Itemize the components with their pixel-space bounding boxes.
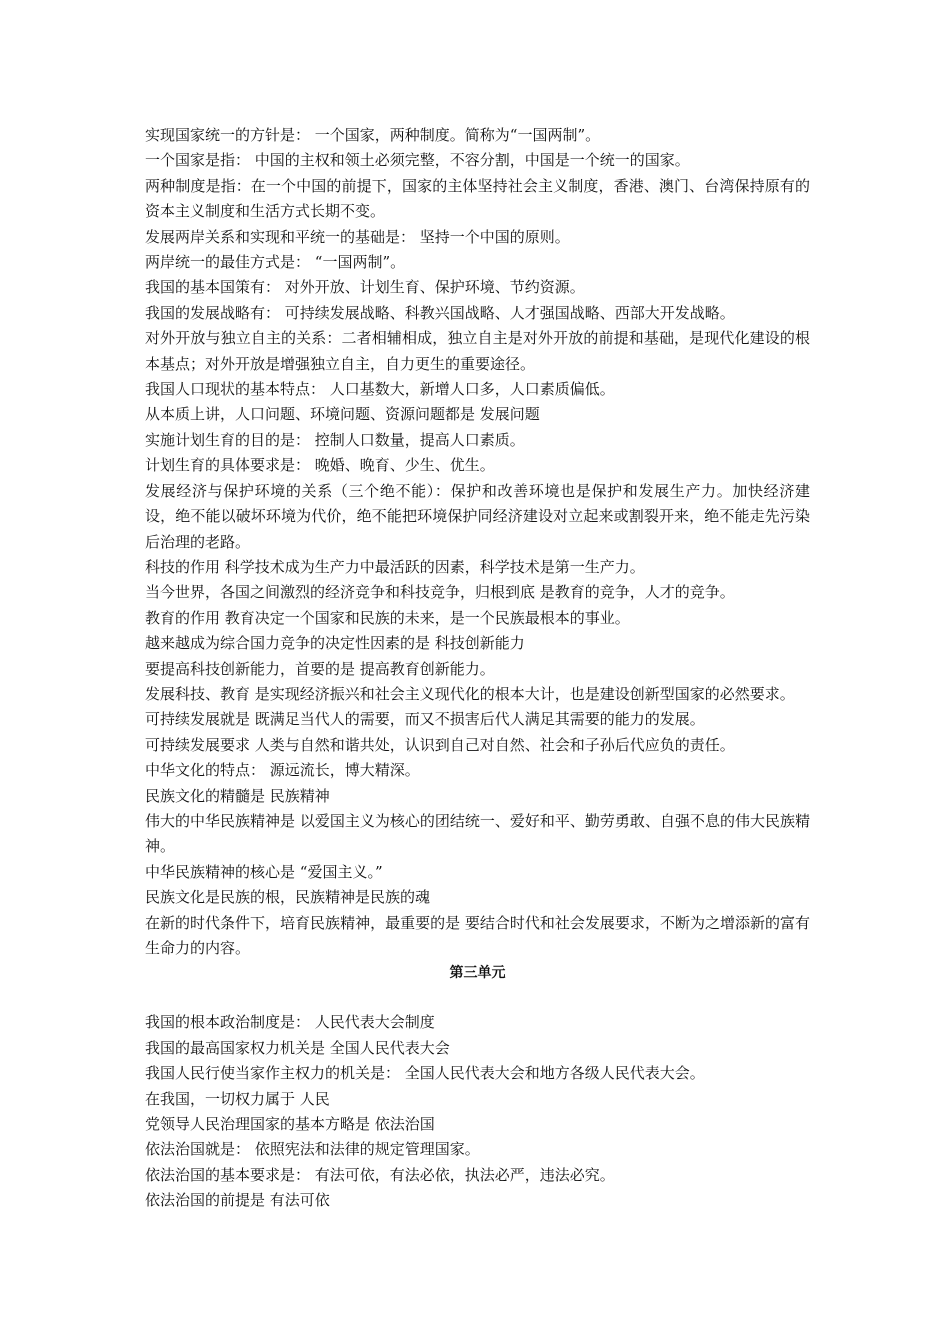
paragraph: 中华民族精神的核心是 “爱国主义。” bbox=[145, 862, 383, 881]
paragraph: 发展经济与保护环境的关系（三个绝不能）：保护和改善环境也是保护和发展生产力。加快经济建设，绝不能以破坏环境为代价，绝不能把环境保护同经济建设对立起来或割裂开来，绝不能走先污染后治理的老路。 bbox=[145, 481, 810, 551]
paragraph: 我国人口现状的基本特点： 人口基数大，新增人口多，人口素质偏低。 bbox=[145, 380, 615, 399]
paragraph: 实现国家统一的方针是： 一个国家，两种制度。简称为“一国两制”。 bbox=[145, 126, 601, 144]
paragraph: 我国的基本国策有： 对外开放、计划生育、保护环境、节约资源。 bbox=[145, 278, 585, 297]
paragraph: 一个国家是指： 中国的主权和领土必须完整，不容分割，中国是一个统一的国家。 bbox=[145, 151, 690, 170]
paragraph: 我国的发展战略有： 可持续发展战略、科教兴国战略、人才强国战略、西部大开发战略。 bbox=[145, 303, 735, 322]
paragraph: 在新的时代条件下，培育民族精神，最重要的是 要结合时代和社会发展要求，不断为之增添新的富有生命力的内容。 bbox=[145, 913, 810, 957]
paragraph: 可持续发展就是 既满足当代人的需要，而又不损害后代人满足其需要的能力的发展。 bbox=[145, 710, 705, 729]
paragraph: 依法治国的基本要求是： 有法可依，有法必依，执法必严，违法必究。 bbox=[145, 1165, 615, 1184]
paragraph: 两种制度是指：在一个中国的前提下，国家的主体坚持社会主义制度，香港、澳门、台湾保持原有的资本主义制度和生活方式长期不变。 bbox=[145, 176, 810, 221]
paragraph: 越来越成为综合国力竞争的决定性因素的是 科技创新能力 bbox=[145, 634, 525, 653]
document-body bbox=[145, 123, 810, 1214]
section-one bbox=[145, 123, 810, 961]
paragraph: 可持续发展要求 人类与自然和谐共处，认识到自己对自然、社会和子孙后代应负的责任。 bbox=[145, 735, 735, 754]
paragraph: 教育的作用 教育决定一个国家和民族的未来，是一个民族最根本的事业。 bbox=[145, 608, 630, 627]
paragraph: 计划生育的具体要求是： 晚婚、晚育、少生、优生。 bbox=[145, 456, 495, 475]
paragraph: 我国人民行使当家作主权力的机关是： 全国人民代表大会和地方各级人民代表大会。 bbox=[145, 1064, 705, 1083]
paragraph: 发展两岸关系和实现和平统一的基础是： 坚持一个中国的原则。 bbox=[145, 227, 570, 246]
paragraph: 对外开放与独立自主的关系：二者相辅相成，独立自主是对外开放的前提和基础，是现代化建设的根本基点；对外开放是增强独立自主，自力更生的重要途径。 bbox=[145, 329, 810, 373]
paragraph: 从本质上讲，人口问题、环境问题、资源问题都是 发展问题 bbox=[145, 405, 540, 424]
paragraph: 民族文化是民族的根，民族精神是民族的魂 bbox=[145, 888, 431, 907]
paragraph: 依法治国就是： 依照宪法和法律的规定管理国家。 bbox=[145, 1140, 480, 1159]
section-heading: 第三单元 bbox=[449, 965, 506, 982]
paragraph: 中华文化的特点： 源远流长，博大精深。 bbox=[145, 761, 420, 780]
paragraph: 发展科技、教育 是实现经济振兴和社会主义现代化的根本大计，也是建设创新型国家的必然要求。 bbox=[145, 684, 795, 703]
paragraph: 当今世界，各国之间激烈的经济竞争和科技竞争，归根到底 是教育的竞争，人才的竞争。 bbox=[145, 583, 735, 602]
paragraph: 依法治国的前提是 有法可依 bbox=[145, 1191, 330, 1210]
paragraph: 在我国，一切权力属于 人民 bbox=[145, 1089, 330, 1108]
paragraph: 伟大的中华民族精神是 以爱国主义为核心的团结统一、爱好和平、勤劳勇敢、自强不息的伟大民族精神。 bbox=[145, 811, 810, 856]
paragraph: 科技的作用 科学技术成为生产力中最活跃的因素，科学技术是第一生产力。 bbox=[145, 557, 645, 576]
paragraph: 要提高科技创新能力，首要的是 提高教育创新能力。 bbox=[145, 659, 495, 678]
paragraph: 我国的最高国家权力机关是 全国人民代表大会 bbox=[145, 1038, 450, 1057]
paragraph: 两岸统一的最佳方式是： “一国两制”。 bbox=[145, 253, 406, 272]
paragraph: 党领导人民治理国家的基本方略是 依法治国 bbox=[145, 1115, 435, 1134]
section-two bbox=[145, 1010, 810, 1213]
paragraph: 民族文化的精髓是 民族精神 bbox=[145, 786, 330, 805]
paragraph: 我国的根本政治制度是： 人民代表大会制度 bbox=[145, 1013, 435, 1032]
paragraph: 实施计划生育的目的是： 控制人口数量，提高人口素质。 bbox=[145, 430, 525, 449]
